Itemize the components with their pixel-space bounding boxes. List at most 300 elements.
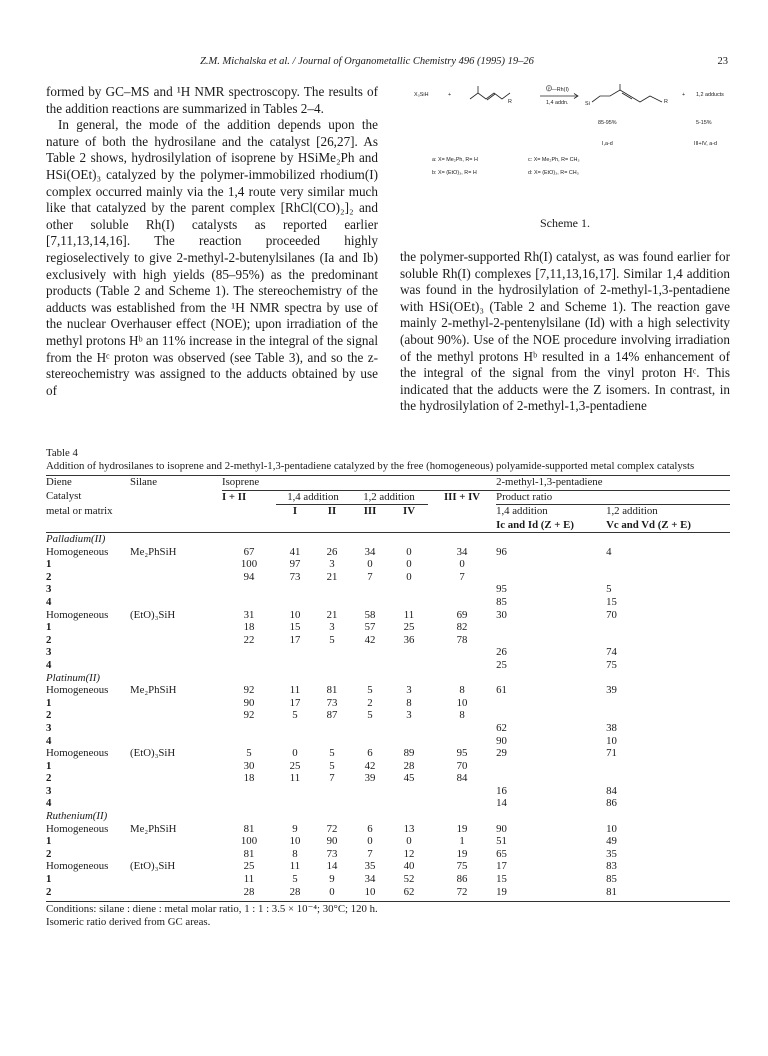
table-cell [496,772,606,785]
table-cell: 19 [456,822,468,835]
table-cell: 95 [456,747,468,760]
table-cell: 3 [329,621,335,634]
table-cell: Me₂PhSiH [130,545,177,558]
table-cell: 10 [456,696,468,709]
table-cell [390,583,428,596]
table-row [46,684,730,697]
section-title: Platinum(II) [46,671,100,684]
table-cell [222,659,276,672]
header-col-ii: II [327,505,337,517]
table-cell [496,558,606,571]
table-cell: (EtO)₃SiH [130,608,176,621]
left-paragraph-2: In general, the mode of the addition depends upon the nature of both the hydrosilane and the catalyst [26,27]. As Table 2 shows, hydrosilylation of isoprene by HSiMe₂Ph and HSi(OEt)₃ catalyzed by the polymer-immobilized rhodium(I) complex occurred mainly via the 1,4 route very similar much like that catalyzed by the parent complex [RhCl(CO)₂]₂ and other soluble Rh(I) catalysts as reported earlier [7,11,13,14,16]. The reaction proceeded highly regioselectively to give 2-methyl-2-butenylsilanes (Ia and Ib) exclusively with high yields (85–95%) as the predominant products (Table 2 and Scheme 1). The stereochemistry of the adducts was established from the ¹H NMR spectra by use of the nuclear Overhauser effect (NOE); upon irradiation of the methyl protons Hᵇ an 11% increase in the integral of the signal from the Hᶜ proton was observed (see Table 3), and so the z-stereochemistry was assigned to the adducts obtained by use of [46,117,378,398]
table-cell: 3 [406,684,412,697]
table-cell: 19 [456,847,468,860]
table-cell: 11 [289,860,301,873]
substituent-c: c: X= Me₂Ph, R= CH₃ [528,157,580,163]
header-pr-12: 1,2 addition [606,505,658,517]
table-cell: 7 [367,570,373,583]
table-cell [314,583,350,596]
table-cell: 30 [496,608,507,621]
header-col-iv: IV [403,505,415,517]
table-cell: 72 [456,885,468,898]
table-cell: 28 [289,885,301,898]
table-cell: 95 [496,583,507,596]
table-cell [130,709,222,722]
table-cell [350,583,390,596]
header-pr-14-sub: Ic and Id (Z + E) [496,519,606,533]
table-cell [496,621,606,634]
table-cell: 26 [326,545,338,558]
page-header [46,56,728,72]
header-i-ii: I + II [222,490,247,503]
table-cell [428,722,496,735]
table-cell: 57 [364,621,376,634]
table-cell [222,785,276,798]
product-r-label: R [664,99,668,105]
table-cell: 25 [496,658,507,671]
table-cell [314,596,350,609]
table-cell: 5 [367,709,373,722]
table-cell: (EtO)₃SiH [130,860,176,873]
table-cell: Me₂PhSiH [130,684,177,697]
table-cell: 11 [289,684,301,697]
table-cell: Homogeneous [46,822,109,835]
scheme-1 [400,84,730,208]
table-cell: 1 [459,835,465,848]
table-cell [390,797,428,810]
table-row [46,558,730,571]
table-row [46,848,730,861]
table-cell: 84 [456,772,468,785]
table-cell: 86 [456,873,468,886]
table-cell [130,596,222,609]
table-cell: 30 [243,759,255,772]
table-cell: 35 [364,860,376,873]
table-cell: 100 [240,558,258,571]
table-cell: 10 [364,885,376,898]
table-cell: 15 [496,873,507,886]
table-cell [314,659,350,672]
table-cell: 3 [406,709,412,722]
table-cell [276,596,314,609]
table-cell: 5 [246,747,252,760]
table-cell [276,722,314,735]
table-cell [314,785,350,798]
table-cell: 65 [496,847,507,860]
table-cell [428,797,496,810]
table-cell: 70 [606,608,617,621]
reagent-label: X₃SiH [414,92,429,98]
product-id-side: III+IV, a-d [694,141,718,147]
footnote-ratio: Isomeric ratio derived from GC areas. [46,916,211,929]
table-cell: 1 [46,873,52,886]
table-cell: 13 [403,822,415,835]
table-cell [350,596,390,609]
table-cell [496,697,606,710]
table-cell: 73 [326,696,338,709]
table-cell: 34 [364,873,376,886]
table-cell: 75 [606,658,617,671]
table-row [46,886,730,899]
table-cell [276,785,314,798]
table-cell [390,659,428,672]
table-cell [428,646,496,659]
table-row [46,609,730,622]
table-cell: Homogeneous [46,860,109,873]
table-cell: 0 [406,835,412,848]
table-row [46,722,730,735]
table-cell [606,760,730,773]
table-cell [276,583,314,596]
table-cell: 0 [367,835,373,848]
table-cell [390,722,428,735]
table-cell: 34 [364,545,376,558]
table-cell: 73 [289,570,301,583]
table-cell: 1 [46,835,52,848]
header-12-addition: 1,2 addition [350,490,428,505]
table-cell: 10 [289,608,301,621]
table-cell: 49 [606,835,617,848]
table-row [46,546,730,559]
table-cell [496,709,606,722]
table-cell: 0 [406,545,412,558]
table-cell: 73 [326,847,338,860]
table-row [46,596,730,609]
table-cell: 4 [46,658,52,671]
table-cell: 75 [456,860,468,873]
table-cell [130,634,222,647]
substituent-a: a: X= Me₂Ph, R= H [432,157,478,163]
table-row [46,747,730,760]
header-metal: metal or matrix [46,504,113,517]
table-cell: 3 [46,646,52,659]
table-cell: 17 [496,860,507,873]
table-cell: 39 [364,772,376,785]
table-cell: 6 [367,747,373,760]
catalyst-label: Ⓟ—Rh(I) [546,87,569,93]
header-product-ratio: Product ratio [496,490,730,505]
table-cell: 5 [329,759,335,772]
table-cell [222,596,276,609]
table-cell [222,646,276,659]
table-cell [606,558,730,571]
table-cell: 14 [496,797,507,810]
table-cell: 19 [496,885,507,898]
yield-main: 85-95% [598,120,617,126]
table-cell: 12 [403,847,415,860]
table-cell: 8 [459,684,465,697]
table-cell [350,722,390,735]
table-caption-block [46,447,730,472]
table-cell [222,797,276,810]
table-cell: 100 [240,835,258,848]
table-cell: 35 [606,847,617,860]
table-cell: 5 [367,684,373,697]
header-14-addition: 1,4 addition [276,490,350,505]
table-cell [496,760,606,773]
table-cell [130,697,222,710]
table-cell [428,735,496,748]
table-cell: 1 [46,621,52,634]
table-cell: 5 [292,709,298,722]
table-row [46,760,730,773]
table-title: Table 4 [46,447,78,459]
table-cell: 72 [326,822,338,835]
table-cell: 3 [46,721,52,734]
table-cell [390,735,428,748]
table-cell: 94 [243,570,255,583]
table-cell: 10 [606,734,617,747]
table-cell [222,735,276,748]
table-cell: Homogeneous [46,684,109,697]
left-column [46,84,378,399]
table-cell [314,797,350,810]
table-cell: 9 [329,873,335,886]
substituent-d: d: X= (EtO)₃, R= CH₃ [528,170,579,176]
table-cell [606,621,730,634]
table-cell: 5 [606,583,612,596]
header-diene: Diene [46,476,130,491]
table-cell: 11 [243,873,255,886]
table-cell [390,785,428,798]
table-footnotes [46,901,730,929]
table-cell: 67 [243,545,255,558]
table-row [46,735,730,748]
table-cell: 70 [456,759,468,772]
table-cell [350,646,390,659]
table-cell: 7 [329,772,335,785]
table-cell: 1 [46,696,52,709]
table-cell: 3 [46,583,52,596]
table-cell: 7 [459,570,465,583]
table-cell [130,558,222,571]
table-cell: 25 [243,860,255,873]
table-row [46,835,730,848]
header-pr-14: 1,4 addition [496,505,548,517]
section-header-row [46,672,730,685]
table-cell [130,583,222,596]
table-cell [130,785,222,798]
table-cell: 2 [367,696,373,709]
table-cell: 2 [46,633,52,646]
header-pr-12-sub: Vc and Vd (Z + E) [606,519,730,533]
table-cell: 78 [456,633,468,646]
table-cell: 84 [606,784,617,797]
table-cell [390,596,428,609]
product-id-main: I,a-d [602,141,613,147]
table-cell: 92 [243,684,255,697]
table-cell: 81 [243,822,255,835]
table-cell: 5 [329,747,335,760]
table-cell: 11 [289,772,301,785]
substituent-b: b: X= (EtO)₃, R= H [432,170,477,176]
table-cell: Me₂PhSiH [130,822,177,835]
table-cell: 81 [243,847,255,860]
table-cell [428,596,496,609]
table-cell: 6 [367,822,373,835]
table-cell: 81 [606,885,617,898]
table-cell: 8 [406,696,412,709]
table-cell: Homogeneous [46,608,109,621]
table-cell: (EtO)₃SiH [130,747,176,760]
table-cell: 8 [459,709,465,722]
table-cell: 85 [496,595,507,608]
table-cell: 45 [403,772,415,785]
section-title: Palladium(II) [46,533,106,545]
table-cell: 38 [606,721,617,734]
table-cell: 16 [496,784,507,797]
table-cell: 81 [326,684,338,697]
table-cell: Homogeneous [46,545,109,558]
table-cell [222,722,276,735]
table-cell [130,621,222,634]
table-cell: 90 [496,822,507,835]
table-cell [130,873,222,886]
table-body [46,533,730,899]
table-cell: 17 [289,633,301,646]
table-cell: 4 [46,797,52,810]
table-cell [130,760,222,773]
header-col-iii: III [363,505,377,517]
table-row [46,697,730,710]
table-cell: 74 [606,646,617,659]
table-cell [606,709,730,722]
table-cell: 52 [403,873,415,886]
table-cell: 0 [329,885,335,898]
table-cell: 26 [496,646,507,659]
table-row [46,860,730,873]
table-cell: 10 [289,835,301,848]
table-cell: 1 [46,759,52,772]
table-cell: 58 [364,608,376,621]
table-cell: 39 [606,684,617,697]
table-cell [496,571,606,584]
table-cell: 0 [459,558,465,571]
diene-r-label: R [508,99,512,105]
table-cell: 22 [243,633,255,646]
table-cell [606,697,730,710]
right-paragraph-1: the polymer-supported Rh(I) catalyst, as was found earlier for soluble Rh(I) complexes [7,11,13,16,17]. Similar 1,4 addition was found in the hydrosilylation of 2-methyl-1,3-pentadiene with HSi(OEt)₃ (Table 2 and Scheme 1). The reaction gave mainly 2-methyl-2-pentenylsilane (Id) with a high selectivity (about 90%). Use of the NOE procedure involving irradiation of the methyl protons Hᵇ resulted in a 14% enhancement of the integral of the signal from the vinyl proton Hᶜ. This indicated that the adducts were the Z isomers. In contrast, in the hydrosilylation of 2-methyl-1,3-pentadiene [400,249,730,414]
table-cell [350,797,390,810]
table-cell [130,772,222,785]
table-row [46,785,730,798]
table-cell: 9 [292,822,298,835]
table-cell: 0 [367,558,373,571]
table-cell: 96 [496,545,507,558]
table-cell: 90 [326,835,338,848]
header-catalyst: Catalyst [46,490,82,502]
table-cell: 89 [403,747,415,760]
table-cell [276,659,314,672]
side-products-label: 1,2 adducts [696,92,724,98]
table-cell [130,659,222,672]
table-cell [276,646,314,659]
table-cell: 5 [292,873,298,886]
table-cell [130,886,222,899]
table-cell [428,659,496,672]
table-cell [314,722,350,735]
table-cell: 28 [403,759,415,772]
table-cell: 2 [46,709,52,722]
table-cell: 42 [364,759,376,772]
section-header-row [46,810,730,823]
table-cell: 90 [243,696,255,709]
table-cell: 5 [329,633,335,646]
table-cell: 0 [292,747,298,760]
table-cell [350,659,390,672]
table-cell [222,583,276,596]
table-cell: 10 [606,822,617,835]
table-cell [276,735,314,748]
table-cell [428,785,496,798]
left-paragraph-1: formed by GC–MS and ¹H NMR spectroscopy. The results of the addition reactions are summarized in Tables 2–4. [46,84,378,116]
conditions-label: 1,4 addn. [546,100,569,106]
table-cell: 40 [403,860,415,873]
plus-sign-2: + [682,92,686,98]
plus-sign: + [448,92,452,98]
table-cell: 28 [243,885,255,898]
table-row [46,797,730,810]
header-isoprene: Isoprene [222,476,496,491]
data-table [46,475,730,898]
table-row [46,772,730,785]
table-cell: Homogeneous [46,747,109,760]
table-cell: 29 [496,747,507,760]
table-cell: 41 [289,545,301,558]
table-cell: 18 [243,772,255,785]
table-cell: 42 [364,633,376,646]
table-cell: 15 [289,621,301,634]
table-cell: 14 [326,860,338,873]
table-cell: 2 [46,885,52,898]
table-cell: 62 [403,885,415,898]
table-cell: 7 [367,847,373,860]
table-cell: 3 [329,558,335,571]
table-cell: 4 [46,734,52,747]
table-cell: 31 [243,608,255,621]
table-row [46,873,730,886]
table-cell: 4 [606,545,612,558]
table-cell: 85 [606,873,617,886]
table-cell: 97 [289,558,301,571]
table-cell: 0 [406,558,412,571]
table-cell [606,772,730,785]
table-cell: 1 [46,558,52,571]
table-cell [390,646,428,659]
table-cell [130,646,222,659]
table-cell: 36 [403,633,415,646]
table-cell [130,848,222,861]
yield-side: 5-15% [696,120,712,126]
table-cell: 86 [606,797,617,810]
section-title: Ruthenium(II) [46,810,108,823]
table-cell [130,797,222,810]
table-row [46,583,730,596]
scheme-caption: Scheme 1. [540,216,590,230]
footnote-conditions: Conditions: silane : diene : metal molar ratio, 1 : 1 : 3.5 × 10⁻⁴; 30°C; 120 h. [46,903,378,916]
table-cell: 61 [496,684,507,697]
table-cell: 2 [46,570,52,583]
table-cell: 2 [46,772,52,785]
right-column [400,249,730,415]
header-col-i: I [292,505,298,517]
table-cell [130,722,222,735]
table-cell: 8 [292,847,298,860]
table-cell: 15 [606,595,617,608]
table-cell: 83 [606,860,617,873]
table-cell: 82 [456,621,468,634]
